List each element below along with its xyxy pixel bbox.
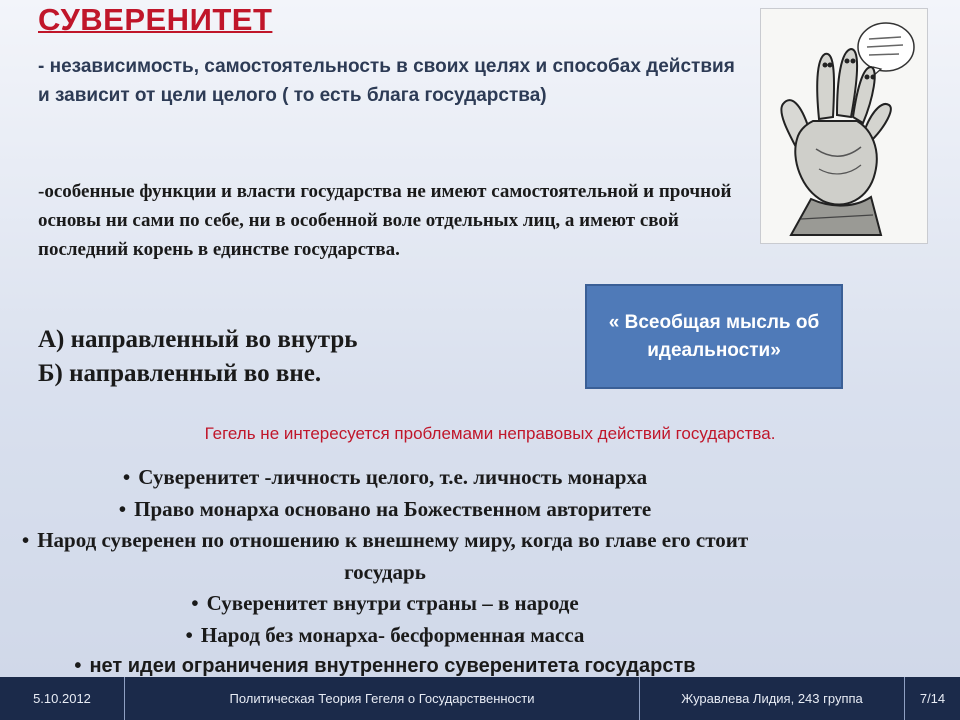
bullet-dot: • (118, 496, 127, 521)
hegel-quote-box[interactable] (585, 284, 843, 389)
bullet-item: • нет идеи ограничения внутреннего суверенитета государств (74, 655, 696, 677)
bullet-dot: • (185, 622, 193, 647)
point-b: Б) направленный во вне. (38, 360, 322, 387)
quote-text: « Всеобщая мысль об идеальности» (608, 311, 820, 361)
bullet-item: • Суверенитет внутри страны – в народе (191, 591, 579, 615)
footer-page-number: 7/14 (919, 691, 946, 706)
footer-author: Журавлева Лидия, 243 группа (640, 677, 905, 720)
point-a: А) направленный во внутрь (38, 326, 358, 353)
hegel-note: Гегель не интересуется проблемами неправовых действий государства. (204, 424, 776, 443)
sovereignty-bullets (0, 462, 770, 683)
bullet-dot: • (122, 465, 131, 489)
slide-footer (0, 677, 960, 720)
slide-title: СУВЕРЕНИТЕТ (38, 2, 273, 37)
hand-illustration (761, 9, 927, 243)
hand-cartoon-image (760, 8, 928, 244)
directions-list (38, 323, 357, 391)
bullet-dot: • (74, 655, 82, 677)
bullet-item: • Право монарха основано на Божественном авторитете (118, 496, 652, 521)
bullet-dot: • (21, 528, 30, 552)
definition-text: - независимость, самостоятельность в своих целях и способах действия и зависит от цели целого ( то есть блага государства) (38, 56, 735, 106)
footer-course-title: Политическая Теория Гегеля о Государственности (125, 677, 640, 720)
bullet-item: • Суверенитет -личность целого, т.е. личность монарха (122, 465, 648, 489)
bullet-item: • Народ без монарха- бесформенная масса (185, 622, 585, 647)
bullet-item: • Народ суверенен по отношению к внешнему миру, когда во главе его стоит государь (21, 528, 749, 584)
footer-date: 5.10.2012 (0, 677, 125, 720)
bullet-dot: • (191, 591, 199, 615)
functions-paragraph: -особенные функции и власти государства не имеют самостоятельной и прочной основы ни сами по себе, ни в особенной воле отдельных лиц, а имеют свой последний корень в единстве государства. (38, 181, 732, 260)
